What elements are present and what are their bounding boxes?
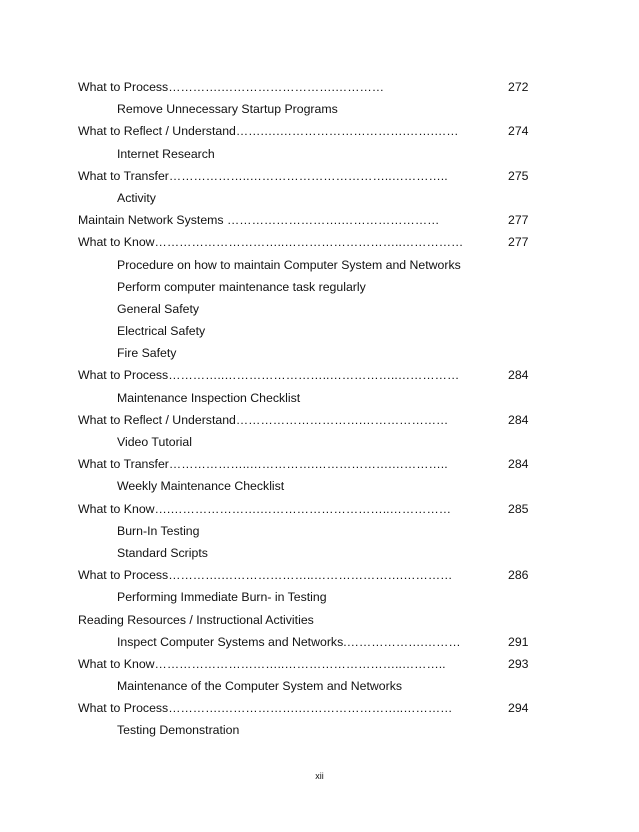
toc-entry-title: General Safety [117, 301, 200, 316]
toc-subentry [78, 387, 538, 409]
toc-page-number: 277 [508, 213, 529, 228]
toc-entry-title: Remove Unnecessary Startup Programs [117, 102, 338, 117]
toc-entry [78, 609, 538, 631]
toc-subentry [78, 342, 538, 364]
toc-page-number: 285 [508, 501, 529, 516]
toc-entry-title: Maintenance Inspection Checklist [117, 390, 301, 405]
toc-entry-title: Video Tutorial [117, 435, 192, 449]
toc-subentry [78, 631, 538, 653]
toc-page-number: 274 [508, 124, 529, 139]
toc-entry-title: What to Process…………..……………………..……………..…………… [78, 368, 460, 383]
toc-entry [78, 697, 538, 719]
toc-entry [78, 165, 538, 187]
toc-page-number: 284 [508, 457, 529, 472]
toc-entry [78, 120, 538, 142]
toc-entry-title: Electrical Safety [117, 324, 206, 339]
toc-entry [78, 76, 538, 98]
toc-subentry [78, 675, 538, 697]
toc-subentry [78, 98, 538, 120]
toc-subentry [78, 254, 538, 276]
toc-entry [78, 409, 538, 431]
toc-entry-title: Standard Scripts [117, 545, 208, 560]
toc-entry [78, 209, 538, 231]
toc-subentry [78, 586, 538, 608]
toc-subentry [78, 276, 538, 298]
toc-entry-title: What to Process………….……………….……………………..………… [78, 701, 453, 716]
toc-page-number: 284 [508, 412, 529, 427]
toc-entry [78, 564, 538, 586]
toc-entry-title: What to Process………….……………………….………… [78, 80, 385, 94]
toc-entry-title: What to Transfer………………..…………….……………….………….. [78, 457, 448, 472]
toc-subentry [78, 187, 538, 209]
toc-page-number: 284 [508, 368, 529, 383]
toc-subentry [78, 143, 538, 165]
toc-page-number: 293 [508, 656, 529, 671]
toc-entry-title: Weekly Maintenance Checklist [117, 479, 285, 494]
toc-entry-title: What to Know….………………….…………………………..…………… [78, 501, 452, 516]
toc-entry-title: What to Reflect / Understand…….….………………………….…….…… [78, 124, 459, 139]
toc-entry-title: Inspect Computer Systems and Networks.……………….……… [117, 634, 461, 649]
toc-subentry [78, 475, 538, 497]
toc-entry-title: Maintenance of the Computer System and Networks [117, 679, 403, 694]
toc-entry-title: What to Process………….…………………..………………….………… [78, 568, 453, 583]
toc-entry-title: Maintain Network Systems ……………………….…………………… [78, 213, 440, 228]
toc-subentry [78, 719, 538, 741]
toc-entry-title: What to Know…………………………..………………………..…………… [78, 235, 464, 250]
table-of-contents [78, 76, 538, 742]
toc-entry-title: Testing Demonstration [117, 723, 240, 738]
toc-page-number: 275 [508, 168, 529, 183]
toc-entry-title: What to Transfer………………..……………………………..………….. [78, 168, 448, 183]
page-number: xii [315, 771, 324, 781]
toc-entry [78, 364, 538, 386]
toc-entry-title: Activity [117, 190, 156, 205]
toc-page-number: 277 [508, 235, 529, 250]
toc-entry-title: Reading Resources / Instructional Activities [78, 612, 314, 627]
toc-entry [78, 231, 538, 253]
toc-entry-title: Performing Immediate Burn- in Testing [117, 590, 327, 605]
toc-entry-title: Perform computer maintenance task regularly [117, 279, 366, 294]
toc-entry-title: Procedure on how to maintain Computer System and Networks [117, 257, 461, 272]
toc-entry-title: Internet Research [117, 146, 215, 161]
toc-entry [78, 453, 538, 475]
toc-page-number: 291 [508, 634, 529, 649]
toc-page-number: 286 [508, 568, 529, 583]
toc-subentry [78, 298, 538, 320]
toc-entry [78, 498, 538, 520]
toc-entry-title: What to Know…………………………..………………………..……….. [78, 656, 446, 671]
toc-subentry [78, 520, 538, 542]
toc-entry-title: What to Reflect / Understand………………………….………………… [78, 412, 449, 427]
toc-entry-title: Burn-In Testing [117, 523, 200, 538]
toc-entry-title: Fire Safety [117, 346, 177, 361]
toc-subentry [78, 542, 538, 564]
toc-page-number: 272 [508, 80, 529, 94]
toc-subentry [78, 431, 538, 453]
toc-subentry [78, 320, 538, 342]
toc-entry [78, 653, 538, 675]
toc-page-number: 294 [508, 701, 529, 716]
